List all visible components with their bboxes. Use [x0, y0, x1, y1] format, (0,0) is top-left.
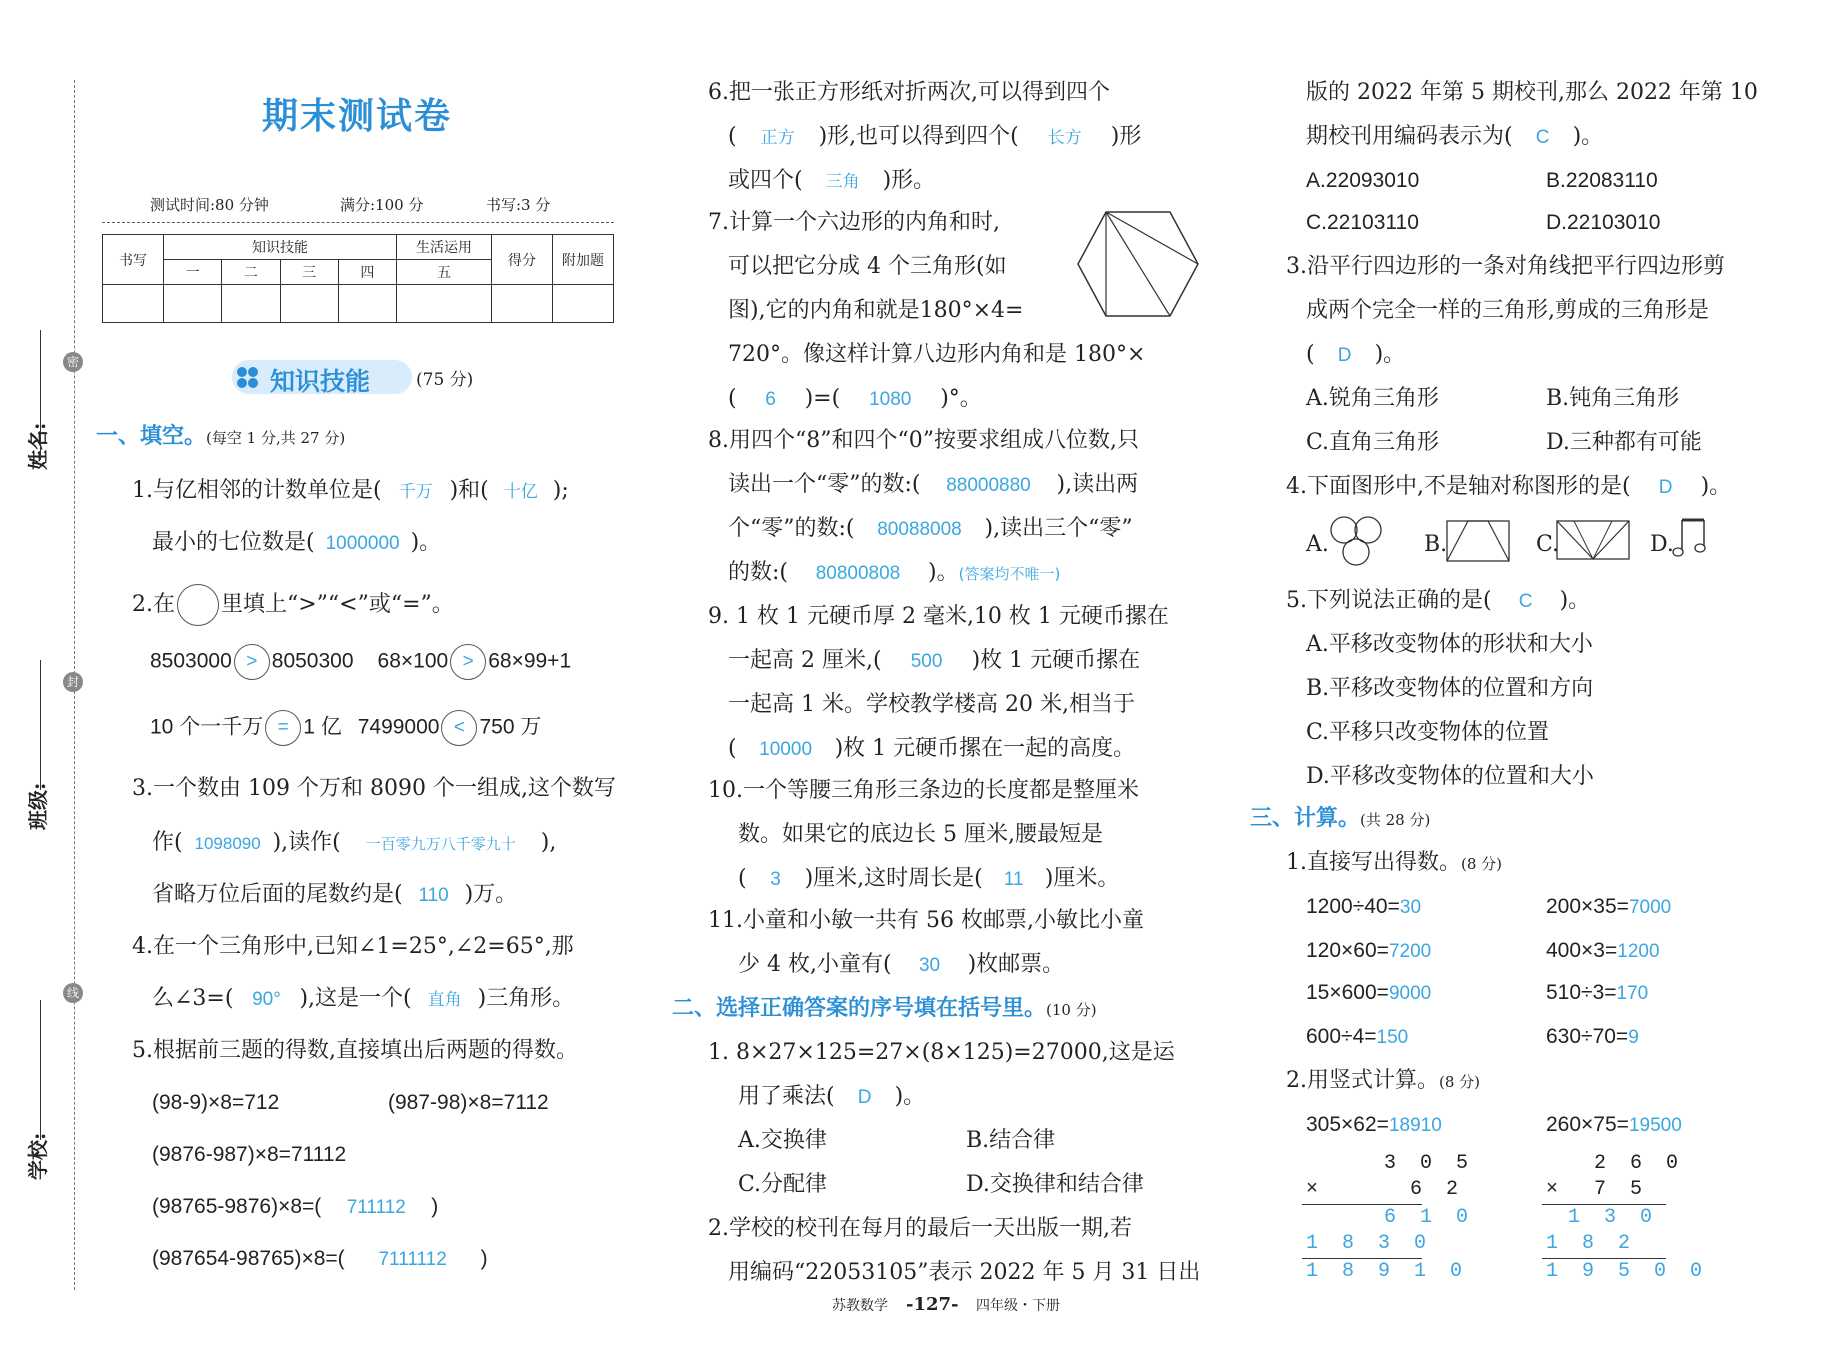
vc2-op: × — [1546, 1178, 1565, 1201]
q4-answer-1[interactable]: 90° — [252, 989, 281, 1010]
q9-answer-1[interactable]: 500 — [910, 651, 943, 672]
c5-option-a[interactable]: A.平移改变物体的形状和大小 — [1306, 632, 1593, 657]
vc2-row2: 7 5 — [1594, 1178, 1649, 1201]
vc1-row3: 6 1 0 — [1384, 1206, 1475, 1229]
c3-line2: 成两个完全一样的三角形,剪成的三角形是 — [1306, 298, 1709, 323]
c1-line1: 1. 8×27×125=27×(8×125)=27000,这是运 — [708, 1040, 1175, 1065]
q11-answer-1[interactable]: 30 — [918, 955, 941, 976]
c5-option-c[interactable]: C.平移只改变物体的位置 — [1306, 720, 1550, 745]
q7-line3: 图),它的内角和就是180°×4= — [728, 298, 1024, 323]
score-col: 三 — [280, 260, 338, 285]
vc1-row5: 1 8 9 1 0 — [1306, 1260, 1469, 1283]
part3-note: (共 28 分) — [1360, 811, 1431, 829]
k1-answer[interactable]: 9000 — [1388, 983, 1432, 1004]
q5-eq3: (9876-987)×8=71112 — [152, 1143, 347, 1166]
q3-answer-2[interactable]: 一百零九万八千零九十 — [365, 835, 516, 853]
c3-line3: ( D )。 — [1306, 342, 1406, 367]
q1-line2: 最小的七位数是( 1000000 )。 — [152, 530, 442, 555]
q10-answer-2[interactable]: 11 — [1003, 869, 1024, 890]
part2-note: (10 分) — [1046, 1001, 1097, 1019]
q9-line4: ( 10000 )枚 1 元硬币摞在一起的高度。 — [728, 736, 1136, 761]
k1-answer[interactable]: 9 — [1628, 1027, 1639, 1048]
vc2-row3: 1 3 0 — [1568, 1206, 1659, 1229]
vc1-rule — [1302, 1204, 1422, 1205]
q8-line2: 读出一个“零”的数:( 88000880 ),读出两 — [728, 472, 1139, 497]
name-label: 姓名: — [26, 422, 50, 470]
c1-answer[interactable]: D — [857, 1087, 872, 1108]
q5-line1: 5.根据前三题的得数,直接填出后两题的得数。 — [132, 1038, 578, 1063]
c2-option-a[interactable]: A.22093010 — [1306, 169, 1420, 192]
part2-heading-line — [672, 996, 1097, 1022]
q9-line2: 一起高 2 厘米,( 500 )枚 1 元硬币摞在 — [728, 648, 1141, 673]
k2-answer-1[interactable]: 18910 — [1388, 1115, 1442, 1136]
k1-answer[interactable]: 1200 — [1617, 941, 1660, 962]
k1-title-line: 1.直接写出得数。(8 分) — [1286, 850, 1503, 875]
three-circles-icon — [1326, 512, 1386, 576]
q8-answer-1[interactable]: 88000880 — [946, 475, 1031, 496]
c2-answer[interactable]: C — [1535, 127, 1550, 148]
q5-answer-4[interactable]: 711112 — [346, 1197, 406, 1218]
c3-answer[interactable]: D — [1337, 345, 1352, 366]
rect-triangle-icon — [1446, 520, 1510, 566]
q6-line3: 或四个( 三角 )形。 — [728, 168, 936, 193]
c3-option-b[interactable]: B.钝角三角形 — [1546, 386, 1680, 411]
score-cell[interactable] — [338, 285, 396, 323]
school-label: 学校: — [26, 1132, 50, 1180]
k1-item: 1200÷40=30 — [1306, 895, 1422, 918]
c2-line2: 用编码“22053105”表示 2022 年 5 月 31 日出 — [728, 1260, 1201, 1285]
part1-heading-line — [96, 424, 345, 450]
q8-line3: 个“零”的数:( 80088008 ),读出三个“零” — [728, 516, 1133, 541]
k2-answer-2[interactable]: 19500 — [1628, 1115, 1682, 1136]
k1-answer[interactable]: 30 — [1399, 897, 1422, 918]
score-table — [102, 234, 614, 323]
q9-answer-2[interactable]: 10000 — [759, 739, 813, 760]
q7-line4: 720°。像这样计算八边形内角和是 180°× — [728, 342, 1146, 367]
q5-eq1: (98-9)×8=712 — [152, 1091, 280, 1114]
q11-line1: 11.小童和小敏一共有 56 枚邮票,小敏比小童 — [708, 908, 1144, 933]
score-header-writing: 书写 — [103, 235, 164, 285]
q6-answer-3[interactable]: 三角 — [825, 172, 860, 192]
q10-answer-1[interactable]: 3 — [770, 869, 781, 890]
part1-heading: 一、填空。 — [96, 424, 207, 449]
k2-eq2: 260×75=19500 — [1546, 1113, 1682, 1136]
c1-line2: 用了乘法( D )。 — [738, 1084, 926, 1109]
vc2-row1: 2 6 0 — [1594, 1152, 1685, 1175]
q7-line5: ( 6 )=( 1080 )°。 — [728, 386, 982, 411]
c4-option-b[interactable]: B. — [1424, 532, 1448, 557]
q5-answer-5[interactable]: 7111112 — [378, 1249, 447, 1270]
q10-line2: 数。如果它的底边长 5 厘米,腰最短是 — [738, 822, 1103, 847]
part3-heading-line — [1250, 806, 1430, 832]
q2-compare-4[interactable]: < — [441, 710, 477, 746]
q10-line1: 10.一个等腰三角形三条边的长度都是整厘米 — [708, 778, 1139, 803]
k1-item: 630÷70=9 — [1546, 1025, 1639, 1048]
score-header-extra: 附加题 — [553, 235, 614, 285]
q3-line1: 3.一个数由 109 个万和 8090 个一组成,这个数写 — [132, 776, 616, 801]
score-cell[interactable] — [492, 285, 553, 323]
q5-eq4: (98765-9876)×8=( 711112 ) — [152, 1195, 439, 1218]
c4-option-c[interactable]: C. — [1536, 532, 1560, 557]
q7-line2: 可以把它分成 4 个三角形(如 — [728, 254, 1007, 279]
vc2-row4: 1 8 2 — [1546, 1232, 1637, 1255]
vc1-rule — [1302, 1258, 1422, 1259]
seal-mark-mi: 密 — [63, 352, 83, 372]
score-col: 二 — [222, 260, 280, 285]
c1-option-c[interactable]: C.分配律 — [738, 1172, 828, 1197]
k1-item: 600÷4=150 — [1306, 1025, 1409, 1048]
q9-line3: 一起高 1 米。学校教学楼高 20 米,相当于 — [728, 692, 1135, 717]
c2-option-c[interactable]: C.22103110 — [1306, 211, 1419, 234]
q1-line1: 1.与亿相邻的计数单位是( 千万 )和( 十亿 ); — [132, 478, 569, 503]
c1-option-d[interactable]: D.交换律和结合律 — [966, 1172, 1144, 1197]
vc1-op: × — [1306, 1178, 1325, 1201]
part3-heading: 三、计算。 — [1250, 806, 1361, 831]
test-time: 测试时间:80 分钟 — [150, 196, 269, 214]
c3-option-a[interactable]: A.锐角三角形 — [1306, 386, 1439, 411]
q2-row2: 10 个一千万 = 1 亿 7499000 < 750 万 — [150, 710, 541, 746]
c5-option-d[interactable]: D.平移改变物体的位置和大小 — [1306, 764, 1594, 789]
q8-note: (答案均不唯一) — [958, 565, 1061, 583]
vc2-row5: 1 9 5 0 0 — [1546, 1260, 1709, 1283]
c2-option-d[interactable]: D.22103010 — [1546, 211, 1661, 234]
q8-line1: 8.用四个“8”和四个“0”按要求组成八位数,只 — [708, 428, 1139, 453]
c3-option-d[interactable]: D.三种都有可能 — [1546, 430, 1702, 455]
k1-answer[interactable]: 7000 — [1628, 897, 1672, 918]
vc1-row2: 6 2 — [1410, 1178, 1465, 1201]
c4-option-d[interactable]: D. — [1650, 532, 1674, 557]
c3-line1: 3.沿平行四边形的一条对角线把平行四边形剪 — [1286, 254, 1725, 279]
meta-divider — [102, 222, 614, 223]
q8-answer-2[interactable]: 80088008 — [877, 519, 962, 540]
hexagon-figure — [1074, 208, 1202, 324]
score-cell[interactable] — [103, 285, 164, 323]
q7-line1: 7.计算一个六边形的内角和时, — [708, 210, 1000, 235]
q6-line1: 6.把一张正方形纸对折两次,可以得到四个 — [708, 80, 1110, 105]
c1-option-a[interactable]: A.交换律 — [738, 1128, 827, 1153]
score-cell[interactable] — [222, 285, 280, 323]
score-col: 四 — [338, 260, 396, 285]
class-label: 班级: — [26, 782, 50, 830]
q3-answer-3[interactable]: 110 — [418, 885, 449, 906]
q7-answer-2[interactable]: 1080 — [869, 389, 912, 410]
q5-eq5: (987654-98765)×8=( 7111112 ) — [152, 1247, 488, 1270]
c1-option-b[interactable]: B.结合律 — [966, 1128, 1056, 1153]
score-cell[interactable] — [397, 285, 492, 323]
c2-option-b[interactable]: B.22083110 — [1546, 169, 1658, 192]
part2-heading: 二、选择正确答案的序号填在括号里。 — [672, 996, 1047, 1021]
k1-item: 400×3=1200 — [1546, 939, 1660, 962]
q6-answer-2[interactable]: 长方 — [1047, 128, 1082, 148]
k1-answer[interactable]: 150 — [1376, 1027, 1409, 1048]
q11-line2: 少 4 枚,小童有( 30 )枚邮票。 — [738, 952, 1065, 977]
part1-note: (每空 1 分,共 27 分) — [206, 429, 346, 447]
q4-answer-2[interactable]: 直角 — [427, 990, 462, 1010]
c3-option-c[interactable]: C.直角三角形 — [1306, 430, 1440, 455]
section-skill-title: 知识技能 — [270, 367, 371, 396]
c2-line4: 期校刊用编码表示为( C )。 — [1306, 124, 1604, 149]
vc1-row4: 1 8 3 0 — [1306, 1232, 1433, 1255]
score-cell[interactable] — [164, 285, 222, 323]
k2-title-line: 2.用竖式计算。(8 分) — [1286, 1068, 1481, 1093]
q6-line2: ( 正方 )形,也可以得到四个( 长方 )形 — [728, 124, 1142, 149]
writing-score: 书写:3 分 — [486, 196, 551, 214]
c4-option-a[interactable]: A. — [1306, 532, 1329, 557]
footer-right: 四年级・下册 — [976, 1298, 1060, 1314]
q9-line1: 9. 1 枚 1 元硬币厚 2 毫米,10 枚 1 元硬币摞在 — [708, 604, 1169, 629]
c4-line1: 4.下面图形中,不是轴对称图形的是( D )。 — [1286, 474, 1732, 499]
score-col: 一 — [164, 260, 222, 285]
q4-line2: 么∠3=( 90° ),这是一个( 直角 )三角形。 — [152, 986, 575, 1011]
page-title: 期末测试卷 — [262, 96, 453, 137]
q1-answer-3[interactable]: 1000000 — [325, 533, 400, 554]
q5-eq2: (987-98)×8=7112 — [388, 1091, 549, 1114]
q2-blank-circle — [177, 584, 219, 626]
k2-eq1: 305×62=18910 — [1306, 1113, 1442, 1136]
q7-answer-1[interactable]: 6 — [765, 389, 776, 410]
k1-item: 510÷3=170 — [1546, 981, 1649, 1004]
q6-answer-1[interactable]: 正方 — [760, 128, 795, 148]
c5-option-b[interactable]: B.平移改变物体的位置和方向 — [1306, 676, 1594, 701]
q8-line4: 的数:( 80800808 )。(答案均不唯一) — [728, 560, 1061, 585]
vc2-rule — [1542, 1204, 1666, 1205]
badge-icon — [236, 366, 260, 390]
c4-answer[interactable]: D — [1658, 477, 1673, 498]
k1-item: 15×600=9000 — [1306, 981, 1432, 1004]
score-cell[interactable] — [280, 285, 338, 323]
page-number: -127- — [906, 1294, 959, 1315]
c2-line3: 版的 2022 年第 5 期校刊,那么 2022 年第 10 — [1306, 80, 1758, 105]
score-cell[interactable] — [553, 285, 614, 323]
seal-mark-xian: 线 — [63, 983, 83, 1003]
school-line[interactable] — [40, 1000, 41, 1140]
footer-left: 苏教数学 — [832, 1298, 888, 1314]
score-header-skill: 知识技能 — [164, 235, 397, 260]
q8-answer-3[interactable]: 80800808 — [815, 563, 901, 584]
q2-row1: 8503000 > 8050300 68×100 > 68×99+1 — [150, 644, 571, 680]
q1-answer-2[interactable]: 十亿 — [503, 482, 538, 502]
k1-item: 200×35=7000 — [1546, 895, 1672, 918]
k1-item: 120×60=7200 — [1306, 939, 1432, 962]
q2-compare-2[interactable]: > — [450, 644, 486, 680]
envelope-shape-icon — [1556, 520, 1630, 564]
score-col: 五 — [397, 260, 492, 285]
q2-compare-3[interactable]: = — [265, 710, 301, 746]
class-line[interactable] — [40, 660, 41, 790]
c5-answer[interactable]: C — [1518, 591, 1533, 612]
q2-compare-1[interactable]: > — [234, 644, 270, 680]
c5-line1: 5.下列说法正确的是( C )。 — [1286, 588, 1591, 613]
q2-line1: 2.在 里填上“>”“<”或“=”。 — [132, 584, 454, 626]
q4-line1: 4.在一个三角形中,已知∠1=25°,∠2=65°,那 — [132, 934, 574, 959]
q3-line2: 作( 1098090 ),读作( 一百零九万八千零九十 ), — [152, 830, 557, 855]
full-score: 满分:100 分 — [340, 196, 424, 214]
name-line[interactable] — [40, 330, 41, 460]
seal-mark-feng: 封 — [63, 672, 83, 692]
vc2-rule — [1542, 1258, 1666, 1259]
score-header-life: 生活运用 — [397, 235, 492, 260]
section-skill-points: (75 分) — [416, 370, 474, 390]
q10-line3: ( 3 )厘米,这时周长是( 11 )厘米。 — [738, 866, 1120, 891]
score-header-score: 得分 — [492, 235, 553, 285]
q1-answer-1[interactable]: 千万 — [398, 482, 433, 502]
music-note-icon — [1672, 516, 1712, 566]
vc1-row1: 3 0 5 — [1384, 1152, 1475, 1175]
k1-answer[interactable]: 170 — [1616, 983, 1649, 1004]
q3-line3: 省略万位后面的尾数约是( 110 )万。 — [152, 882, 518, 907]
q3-answer-1[interactable]: 1098090 — [194, 834, 261, 853]
c2-line1: 2.学校的校刊在每月的最后一天出版一期,若 — [708, 1216, 1132, 1241]
k1-answer[interactable]: 7200 — [1388, 941, 1432, 962]
